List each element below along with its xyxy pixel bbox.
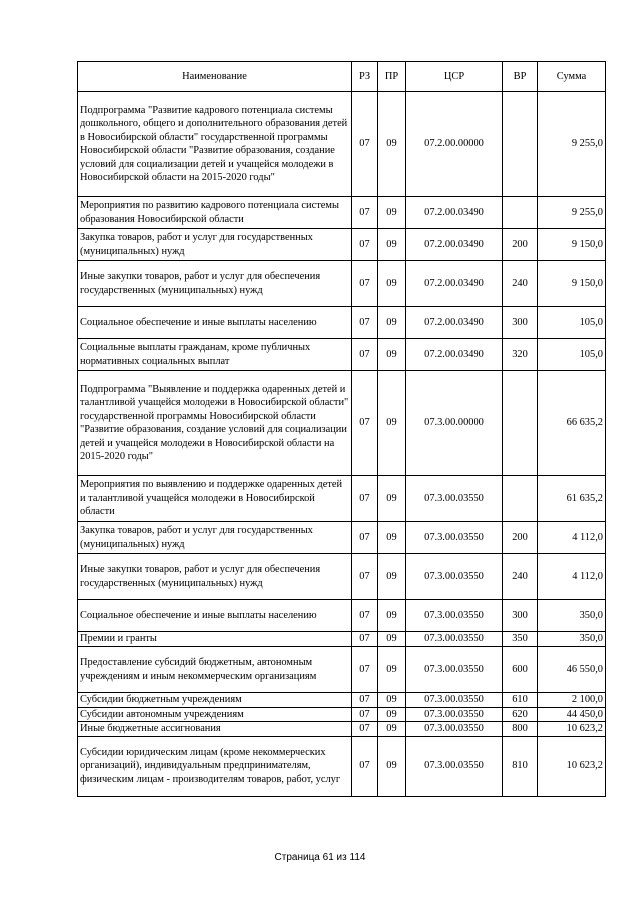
row-csr: 07.3.00.03550	[406, 554, 503, 600]
row-csr: 07.3.00.03550	[406, 693, 503, 708]
row-csr: 07.3.00.03550	[406, 647, 503, 693]
row-sum: 105,0	[538, 307, 606, 339]
row-csr: 07.3.00.03550	[406, 522, 503, 554]
row-csr: 07.3.00.03550	[406, 600, 503, 632]
row-name: Мероприятия по развитию кадрового потенциала системы образования Новосибирской области	[78, 197, 352, 229]
table-row	[78, 339, 606, 371]
table-row	[78, 736, 606, 796]
row-rz: 07	[352, 261, 378, 307]
table-row	[78, 371, 606, 476]
row-vr: 200	[503, 522, 538, 554]
row-vr: 200	[503, 229, 538, 261]
row-csr: 07.3.00.00000	[406, 371, 503, 476]
row-sum: 350,0	[538, 600, 606, 632]
row-rz: 07	[352, 693, 378, 708]
row-csr: 07.2.00.03490	[406, 261, 503, 307]
row-sum: 66 635,2	[538, 371, 606, 476]
table-row	[78, 693, 606, 708]
row-pr: 09	[378, 339, 406, 371]
header-name: Наименование	[78, 62, 352, 92]
table-row	[78, 522, 606, 554]
header-row	[78, 62, 606, 92]
row-rz: 07	[352, 339, 378, 371]
row-sum: 9 255,0	[538, 92, 606, 197]
row-vr: 320	[503, 339, 538, 371]
row-pr: 09	[378, 600, 406, 632]
row-name: Закупка товаров, работ и услуг для государственных (муниципальных) нужд	[78, 522, 352, 554]
row-csr: 07.2.00.03490	[406, 307, 503, 339]
table-row	[78, 632, 606, 647]
row-name: Закупка товаров, работ и услуг для государственных (муниципальных) нужд	[78, 229, 352, 261]
row-sum: 9 255,0	[538, 197, 606, 229]
row-name: Социальное обеспечение и иные выплаты населению	[78, 307, 352, 339]
row-vr: 800	[503, 722, 538, 737]
row-sum: 2 100,0	[538, 693, 606, 708]
row-vr: 810	[503, 736, 538, 796]
row-pr: 09	[378, 261, 406, 307]
row-name: Иные бюджетные ассигнования	[78, 722, 352, 737]
row-name: Премии и гранты	[78, 632, 352, 647]
header-vr: ВР	[503, 62, 538, 92]
table-row	[78, 476, 606, 522]
table-row	[78, 722, 606, 737]
row-csr: 07.3.00.03550	[406, 476, 503, 522]
row-name: Мероприятия по выявлению и поддержке одаренных детей и талантливой учащейся молодежи в Новосибирской области	[78, 476, 352, 522]
table-row	[78, 707, 606, 722]
row-rz: 07	[352, 371, 378, 476]
row-csr: 07.3.00.03550	[406, 707, 503, 722]
row-vr: 620	[503, 707, 538, 722]
header-sum: Сумма	[538, 62, 606, 92]
row-rz: 07	[352, 647, 378, 693]
row-vr	[503, 197, 538, 229]
row-rz: 07	[352, 229, 378, 261]
row-rz: 07	[352, 722, 378, 737]
row-rz: 07	[352, 707, 378, 722]
row-vr	[503, 371, 538, 476]
row-vr: 300	[503, 307, 538, 339]
row-name: Иные закупки товаров, работ и услуг для обеспечения государственных (муниципальных) нужд	[78, 261, 352, 307]
row-sum: 9 150,0	[538, 229, 606, 261]
row-sum: 9 150,0	[538, 261, 606, 307]
row-name: Социальное обеспечение и иные выплаты населению	[78, 600, 352, 632]
row-pr: 09	[378, 307, 406, 339]
row-pr: 09	[378, 647, 406, 693]
table-row	[78, 647, 606, 693]
row-sum: 105,0	[538, 339, 606, 371]
table-row	[78, 554, 606, 600]
row-rz: 07	[352, 736, 378, 796]
row-sum: 350,0	[538, 632, 606, 647]
row-vr	[503, 92, 538, 197]
table-row	[78, 600, 606, 632]
row-sum: 4 112,0	[538, 522, 606, 554]
row-csr: 07.2.00.03490	[406, 229, 503, 261]
row-name: Предоставление субсидий бюджетным, автономным учреждениям и иным некоммерческим организациям	[78, 647, 352, 693]
row-name: Субсидии автономным учреждениям	[78, 707, 352, 722]
row-sum: 10 623,2	[538, 736, 606, 796]
row-sum: 44 450,0	[538, 707, 606, 722]
row-rz: 07	[352, 522, 378, 554]
row-rz: 07	[352, 307, 378, 339]
row-csr: 07.3.00.03550	[406, 722, 503, 737]
row-name: Социальные выплаты гражданам, кроме публичных нормативных социальных выплат	[78, 339, 352, 371]
table-row	[78, 229, 606, 261]
row-pr: 09	[378, 371, 406, 476]
row-name: Субсидии бюджетным учреждениям	[78, 693, 352, 708]
row-pr: 09	[378, 476, 406, 522]
row-pr: 09	[378, 197, 406, 229]
header-csr: ЦСР	[406, 62, 503, 92]
row-vr: 240	[503, 554, 538, 600]
row-rz: 07	[352, 600, 378, 632]
row-pr: 09	[378, 92, 406, 197]
row-sum: 10 623,2	[538, 722, 606, 737]
row-pr: 09	[378, 736, 406, 796]
row-rz: 07	[352, 476, 378, 522]
row-rz: 07	[352, 554, 378, 600]
table-row	[78, 197, 606, 229]
row-pr: 09	[378, 554, 406, 600]
row-csr: 07.2.00.03490	[406, 339, 503, 371]
page-number: Страница 61 из 114	[274, 852, 366, 863]
row-rz: 07	[352, 197, 378, 229]
row-pr: 09	[378, 229, 406, 261]
table-row	[78, 307, 606, 339]
row-csr: 07.2.00.00000	[406, 92, 503, 197]
row-vr: 600	[503, 647, 538, 693]
row-name: Иные закупки товаров, работ и услуг для обеспечения государственных (муниципальных) нужд	[78, 554, 352, 600]
row-sum: 61 635,2	[538, 476, 606, 522]
row-vr	[503, 476, 538, 522]
row-pr: 09	[378, 707, 406, 722]
row-sum: 4 112,0	[538, 554, 606, 600]
header-rz: РЗ	[352, 62, 378, 92]
row-name: Подпрограмма "Выявление и поддержка одаренных детей и талантливой учащейся молодежи в Новосибирской области" государственной программы Новосибирской области "Развитие образования, создание условий для социализации детей и учащейся молодежи в Новосибирской области на 2015-2020 годы"	[78, 371, 352, 476]
row-vr: 610	[503, 693, 538, 708]
row-rz: 07	[352, 632, 378, 647]
header-pr: ПР	[378, 62, 406, 92]
row-vr: 240	[503, 261, 538, 307]
row-pr: 09	[378, 522, 406, 554]
row-vr: 300	[503, 600, 538, 632]
row-rz: 07	[352, 92, 378, 197]
row-pr: 09	[378, 632, 406, 647]
row-csr: 07.2.00.03490	[406, 197, 503, 229]
budget-table	[77, 61, 606, 797]
row-csr: 07.3.00.03550	[406, 736, 503, 796]
row-sum: 46 550,0	[538, 647, 606, 693]
row-csr: 07.3.00.03550	[406, 632, 503, 647]
table-row	[78, 92, 606, 197]
row-name: Подпрограмма "Развитие кадрового потенциала системы дошкольного, общего и дополнительного образования детей в Новосибирской области" государственной программы Новосибирской области "Развитие образования, создание условий для социализации детей и учащейся молодежи в Новосибирской области на 2015-2020 годы"	[78, 92, 352, 197]
row-pr: 09	[378, 722, 406, 737]
row-pr: 09	[378, 693, 406, 708]
row-name: Субсидии юридическим лицам (кроме некоммерческих организаций), индивидуальным предпринимателям, физическим лицам - производителям товаров, работ, услуг	[78, 736, 352, 796]
row-vr: 350	[503, 632, 538, 647]
table-row	[78, 261, 606, 307]
